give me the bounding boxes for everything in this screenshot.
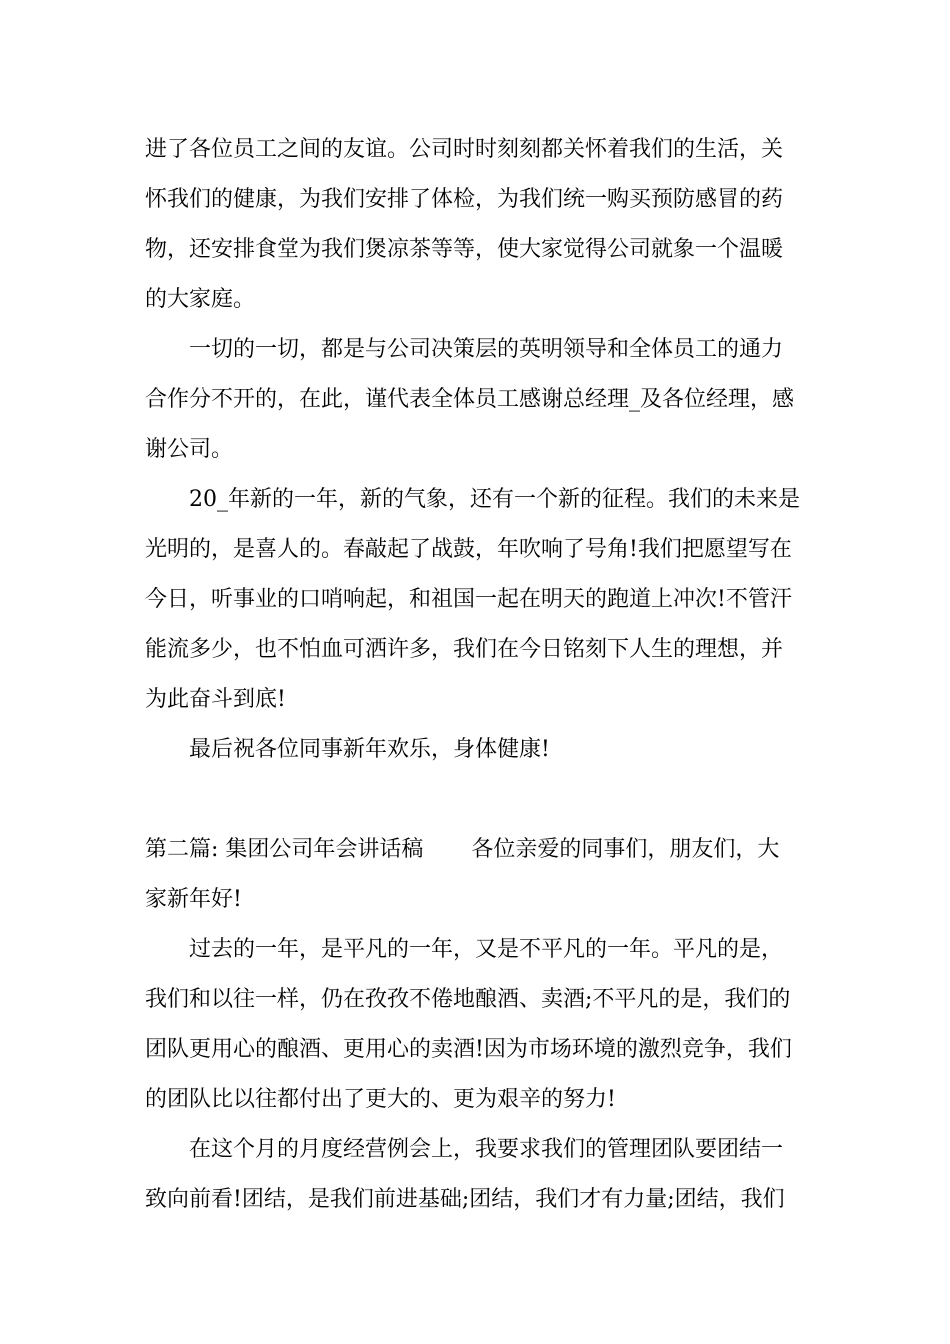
paragraph-line: 谢公司。 [145, 437, 234, 462]
paragraph-line: 物，还安排食堂为我们煲凉茶等等，使大家觉得公司就象一个温暖 [145, 237, 784, 262]
section-title: 第二篇: 集团公司年会讲话稿 [145, 837, 424, 862]
paragraph-line: 最后祝各位同事新年欢乐，身体健康! [189, 737, 550, 762]
paragraph-line: 过去的一年，是平凡的一年，又是不平凡的一年。平凡的是， [189, 937, 784, 962]
paragraph-line: 的团队比以往都付出了更大的、更为艰辛的努力! [145, 1087, 616, 1112]
paragraph-line: 今日，听事业的口哨响起，和祖国一起在明天的跑道上冲次!不管汗 [145, 587, 792, 612]
paragraph-line: 合作分不开的，在此，谨代表全体员工感谢总经理_及各位经理，感 [145, 387, 795, 412]
paragraph-line: 的大家庭。 [145, 287, 256, 312]
paragraph-line: 致向前看!团结，是我们前进基础;团结，我们才有力量;团结，我们 [145, 1187, 785, 1212]
paragraph-line: 我们和以往一样，仍在孜孜不倦地酿酒、卖酒;不平凡的是，我们的 [145, 987, 791, 1012]
paragraph-line: 20_年新的一年，新的气象，还有一个新的征程。我们的未来是 [189, 487, 800, 512]
paragraph-line: 一切的一切，都是与公司决策层的英明领导和全体员工的通力 [189, 337, 784, 362]
paragraph-line: 光明的，是喜人的。春敲起了战鼓，年吹响了号角!我们把愿望写在 [145, 537, 792, 562]
paragraph-line: 怀我们的健康，为我们安排了体检，为我们统一购买预防感冒的药 [145, 187, 784, 212]
paragraph-line: 家新年好! [145, 887, 242, 912]
paragraph-line: 在这个月的月度经营例会上，我要求我们的管理团队要团结一 [189, 1137, 784, 1162]
section-opening: 各位亲爱的同事们，朋友们，大 [471, 837, 780, 862]
paragraph-line: 进了各位员工之间的友谊。公司时时刻刻都关怀着我们的生活，关 [145, 137, 784, 162]
paragraph-line: 团队更用心的酿酒、更用心的卖酒!因为市场环境的激烈竞争，我们 [145, 1037, 792, 1062]
section-heading [145, 835, 815, 865]
paragraph-line: 为此奋斗到底! [145, 687, 286, 712]
paragraph-line: 能流多少，也不怕血可洒许多，我们在今日铭刻下人生的理想，并 [145, 637, 784, 662]
